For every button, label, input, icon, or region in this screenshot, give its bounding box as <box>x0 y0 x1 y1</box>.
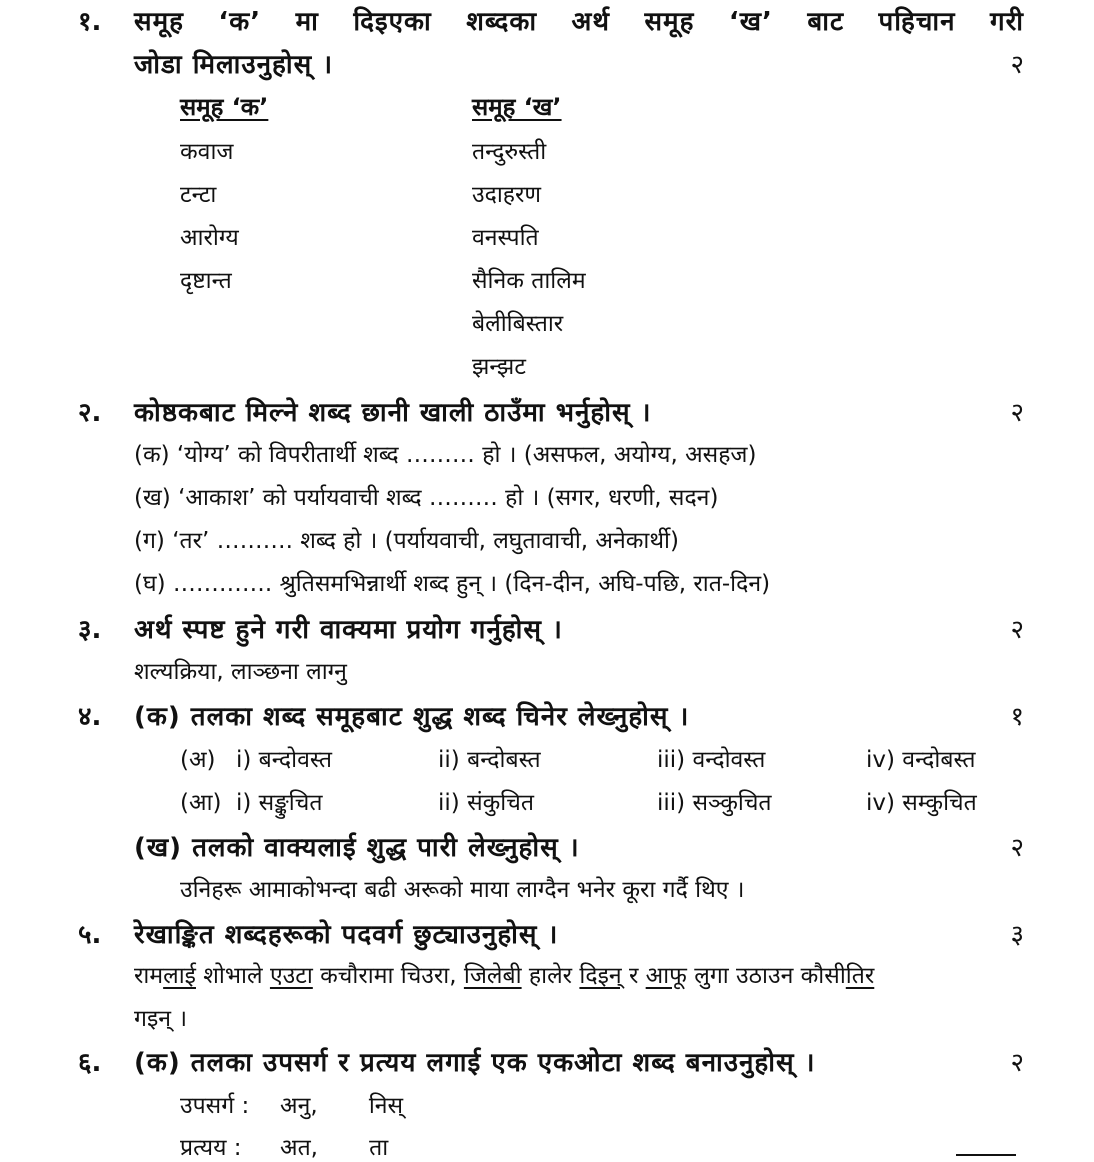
q2-item-kha: (ख) ‘आकाश’ को पर्यायवाची शब्द ……… हो । (सगर, धरणी, सदन) <box>134 485 719 511</box>
q1-instruction-line2: जोडा मिलाउनुहोस् । <box>134 50 334 80</box>
q5-text-segment: शोभाले <box>195 963 270 989</box>
q6-prefix-label: उपसर्ग : <box>180 1093 250 1119</box>
q4-row-a-option: i) बन्दोवस्त <box>236 747 332 773</box>
q1-instruction-line1: समूह ‘क’ मा दिइएका शब्दका अर्थ समूह ‘ख’ बाट पहिचान गरी <box>134 7 1024 37</box>
q3-words: शल्यक्रिया, लाञ्छना लाग्नु <box>134 659 347 685</box>
q4-row-b-option: ii) संकुचित <box>438 790 534 816</box>
group-b-item: सैनिक तालिम <box>472 268 586 294</box>
q5-underlined-word: आफू <box>645 963 687 989</box>
q5-text-segment: लुगा उठाउन कौसी <box>686 963 846 989</box>
q6-prefix-items: अनु, निस् <box>280 1093 404 1119</box>
q6-marks: २ <box>1010 1048 1024 1078</box>
q4-row-a-option: iii) वन्दोवस्त <box>657 747 766 773</box>
q2-item-ka: (क) ‘योग्य’ को विपरीतार्थी शब्द ……… हो । (असफल, अयोग्य, असहज) <box>134 442 757 468</box>
q1-number: १. <box>78 7 102 37</box>
q4-part-b-marks: २ <box>1010 833 1024 863</box>
q4-row-b-option: i) सङ्कुचित <box>236 790 323 816</box>
q5-text-segment: हालेर <box>521 963 580 989</box>
q5-text-segment: र <box>621 963 646 989</box>
q5-marks: ३ <box>1010 920 1024 950</box>
q2-item-gha: (घ) …………. श्रुतिसमभिन्नार्थी शब्द हुन् । (दिन-दीन, अघि-पछि, रात-दिन) <box>134 571 771 597</box>
group-b-header: समूह ‘ख’ <box>472 93 562 121</box>
q2-item-ga: (ग) ‘तर’ ………. शब्द हो । (पर्यायवाची, लघुतावाची, अनेकार्थी) <box>134 528 679 554</box>
q4-part-b-sentence: उनिहरू आमाकोभन्दा बढी अरूको माया लाग्दैन भनेर कूरा गर्दै थिए । <box>180 877 745 903</box>
q5-number: ५. <box>78 920 102 950</box>
q2-number: २. <box>78 398 102 428</box>
q6-instruction: (क) तलका उपसर्ग र प्रत्यय लगाई एक एकओटा शब्द बनाउनुहोस् । <box>134 1048 816 1078</box>
group-b-item: उदाहरण <box>472 182 542 208</box>
group-b-item: वनस्पति <box>472 225 539 251</box>
q4-part-b-instruction: (ख) तलको वाक्यलाई शुद्ध पारी लेख्नुहोस् । <box>134 833 580 863</box>
q5-text-segment: राम <box>134 963 164 989</box>
group-b-item: बेलीबिस्तार <box>472 311 564 337</box>
q5-underlined-word: लाई <box>163 963 196 989</box>
q6-suffix-label: प्रत्यय : <box>180 1135 242 1161</box>
group-b-item: तन्दुरुस्ती <box>472 139 547 165</box>
q3-marks: २ <box>1010 615 1024 645</box>
q4-part-a-marks: १ <box>1010 702 1024 732</box>
q4-row-b-option: iv) सम्कुचित <box>866 790 977 816</box>
page-corner-rule <box>956 1154 1016 1156</box>
q4-number: ४. <box>78 702 102 732</box>
group-a-item: टन्टा <box>180 182 217 208</box>
q4-row-a-option: ii) बन्दोबस्त <box>438 747 541 773</box>
q5-instruction: रेखाङ्कित शब्दहरूको पदवर्ग छुट्याउनुहोस् । <box>134 920 559 950</box>
group-a-item: कवाज <box>180 139 234 165</box>
q2-instruction: कोष्ठकबाट मिल्ने शब्द छानी खाली ठाउँमा भर्नुहोस् । <box>134 398 652 428</box>
q3-number: ३. <box>78 615 102 645</box>
q5-underlined-word: दिइन् <box>579 963 622 989</box>
q5-sentence-line1 <box>134 958 874 990</box>
group-a-header: समूह ‘क’ <box>180 93 269 121</box>
q4-row-b-label: (आ) <box>180 790 222 816</box>
q4-row-b-option: iii) सञ्कुचित <box>657 790 772 816</box>
group-a-item: आरोग्य <box>180 225 239 251</box>
q4-part-a-instruction: (क) तलका शब्द समूहबाट शुद्ध शब्द चिनेर लेख्नुहोस् । <box>134 702 690 732</box>
q5-underlined-word: जिलेबी <box>463 963 522 989</box>
q5-underlined-word: तिर <box>845 963 875 989</box>
q2-marks: २ <box>1010 398 1024 428</box>
q5-text-segment: कचौरामा चिउरा, <box>312 963 464 989</box>
q6-suffix-items: अत, ता <box>280 1135 389 1161</box>
q3-instruction: अर्थ स्पष्ट हुने गरी वाक्यमा प्रयोग गर्नुहोस् । <box>134 615 563 645</box>
group-b-item: झन्झट <box>472 354 526 380</box>
q4-row-a-option: iv) वन्दोबस्त <box>866 747 976 773</box>
group-a-item: दृष्टान्त <box>180 268 232 294</box>
q5-sentence-line2: गइन् । <box>134 1006 188 1032</box>
q5-underlined-word: एउटा <box>269 963 313 989</box>
q1-marks: २ <box>1010 50 1024 80</box>
q4-row-a-label: (अ) <box>180 747 216 773</box>
q6-number: ६. <box>78 1048 102 1078</box>
